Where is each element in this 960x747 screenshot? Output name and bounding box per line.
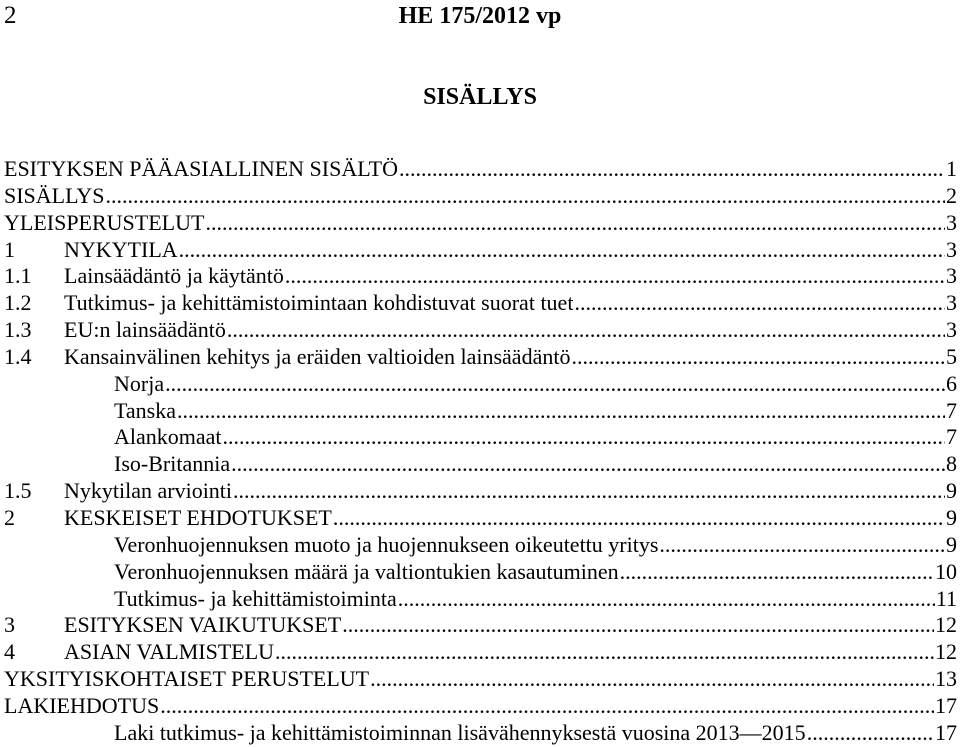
table-of-contents [0, 156, 960, 747]
toc-entry[interactable] [0, 666, 960, 693]
toc-entry[interactable] [0, 210, 960, 237]
toc-entry[interactable] [0, 720, 960, 747]
toc-entry-label: Veronhuojennuksen määrä ja valtiontukien kasautuminen [114, 558, 619, 584]
toc-entry[interactable] [0, 156, 960, 183]
toc-dot-leader [620, 559, 934, 585]
toc-title: SISÄLLYS [423, 84, 537, 110]
toc-entry-page: 3 [946, 209, 957, 235]
toc-entry[interactable] [0, 586, 960, 613]
toc-entry-label: Lainsäädäntö ja käytäntö [64, 263, 284, 289]
toc-entry-page: 7 [946, 397, 957, 423]
toc-dot-leader [398, 586, 935, 612]
toc-entry-page: 9 [946, 531, 957, 557]
toc-entry-page: 8 [946, 451, 957, 477]
toc-dot-leader [659, 532, 945, 558]
toc-entry[interactable] [0, 290, 960, 317]
toc-entry-page: 17 [935, 692, 957, 718]
toc-entry-number: 1.5 [4, 478, 32, 504]
toc-dot-leader [105, 183, 945, 209]
toc-entry[interactable] [0, 317, 960, 344]
toc-dot-leader [333, 505, 945, 531]
toc-dot-leader [165, 371, 945, 397]
toc-entry-page: 3 [946, 263, 957, 289]
toc-entry-label: Veronhuojennuksen muoto ja huojennukseen oikeutettu yritys [114, 531, 659, 557]
toc-entry-label: NYKYTILA [64, 236, 178, 262]
toc-entry-label: Norja [114, 370, 165, 396]
toc-entry-number: 1.2 [4, 290, 32, 316]
toc-dot-leader [179, 237, 945, 263]
toc-entry[interactable] [0, 451, 960, 478]
toc-entry[interactable] [0, 612, 960, 639]
toc-entry-label: Nykytilan arviointi [64, 478, 233, 504]
toc-entry-label: Alankomaat [114, 424, 222, 450]
toc-entry-page: 3 [946, 290, 957, 316]
toc-dot-leader [223, 424, 945, 450]
toc-entry-label: Tutkimus- ja kehittämistoiminta [114, 585, 397, 611]
toc-entry[interactable] [0, 559, 960, 586]
toc-entry-label: Iso-Britannia [114, 451, 231, 477]
toc-entry-number: 1 [4, 236, 15, 262]
toc-entry-number: 2 [4, 504, 15, 530]
toc-entry-page: 9 [946, 504, 957, 530]
toc-dot-leader [231, 451, 945, 477]
toc-entry-label: Kansainvälinen kehitys ja eräiden valtioiden lainsäädäntö [64, 343, 571, 369]
toc-entry-page: 2 [946, 182, 957, 208]
toc-entry-page: 9 [946, 478, 957, 504]
toc-entry-label: EU:n lainsäädäntö [64, 317, 226, 343]
toc-entry-number: 3 [4, 612, 15, 638]
toc-entry[interactable] [0, 398, 960, 425]
toc-dot-leader [370, 666, 934, 692]
toc-entry[interactable] [0, 344, 960, 371]
toc-entry-label: YLEISPERUSTELUT [4, 209, 205, 235]
toc-entry-page: 17 [935, 719, 957, 745]
toc-entry[interactable] [0, 639, 960, 666]
toc-entry-number: 1.4 [4, 343, 32, 369]
toc-entry-page: 3 [946, 236, 957, 262]
toc-entry[interactable] [0, 478, 960, 505]
toc-entry-label: LAKIEHDOTUS [4, 692, 160, 718]
toc-entry-label: ASIAN VALMISTELU [64, 639, 275, 665]
toc-entry-page: 6 [946, 370, 957, 396]
toc-dot-leader [275, 639, 934, 665]
toc-entry-page: 12 [935, 612, 957, 638]
toc-dot-leader [227, 317, 945, 343]
toc-entry[interactable] [0, 424, 960, 451]
toc-entry-label: Tanska [114, 397, 176, 423]
toc-entry-label: YKSITYISKOHTAISET PERUSTELUT [4, 666, 370, 692]
toc-entry[interactable] [0, 532, 960, 559]
toc-dot-leader [342, 612, 934, 638]
page-number: 2 [4, 2, 17, 29]
toc-dot-leader [399, 156, 945, 182]
toc-entry-label: Laki tutkimus- ja kehittämistoiminnan lisävähennyksestä vuosina 2013—2015 [114, 719, 806, 745]
toc-entry-page: 12 [935, 639, 957, 665]
toc-entry-number: 4 [4, 639, 15, 665]
toc-entry-page: 5 [946, 343, 957, 369]
toc-dot-leader [233, 478, 945, 504]
toc-entry[interactable] [0, 237, 960, 264]
toc-entry[interactable] [0, 693, 960, 720]
toc-dot-leader [285, 263, 945, 289]
toc-dot-leader [571, 344, 945, 370]
toc-entry[interactable] [0, 505, 960, 532]
toc-entry-page: 3 [946, 317, 957, 343]
toc-entry[interactable] [0, 371, 960, 398]
toc-dot-leader [160, 693, 934, 719]
toc-entry-number: 1.3 [4, 317, 32, 343]
toc-dot-leader [807, 720, 934, 746]
toc-entry-page: 11 [935, 585, 957, 611]
toc-entry-label: KESKEISET EHDOTUKSET [64, 504, 332, 530]
toc-entry-page: 1 [946, 156, 957, 181]
toc-entry-label: SISÄLLYS [4, 182, 105, 208]
toc-entry-page: 7 [946, 424, 957, 450]
toc-entry-page: 10 [935, 558, 957, 584]
toc-entry-label: ESITYKSEN VAIKUTUKSET [64, 612, 342, 638]
toc-entry-label: ESITYKSEN PÄÄASIALLINEN SISÄLTÖ [4, 156, 398, 181]
document-id: HE 175/2012 vp [398, 3, 562, 29]
toc-entry[interactable] [0, 183, 960, 210]
toc-entry-label: Tutkimus- ja kehittämistoimintaan kohdistuvat suorat tuet [64, 290, 574, 316]
toc-dot-leader [574, 290, 945, 316]
toc-entry[interactable] [0, 263, 960, 290]
toc-entry-page: 13 [935, 666, 957, 692]
toc-entry-number: 1.1 [4, 263, 32, 289]
toc-dot-leader [205, 210, 945, 236]
toc-dot-leader [177, 398, 945, 424]
